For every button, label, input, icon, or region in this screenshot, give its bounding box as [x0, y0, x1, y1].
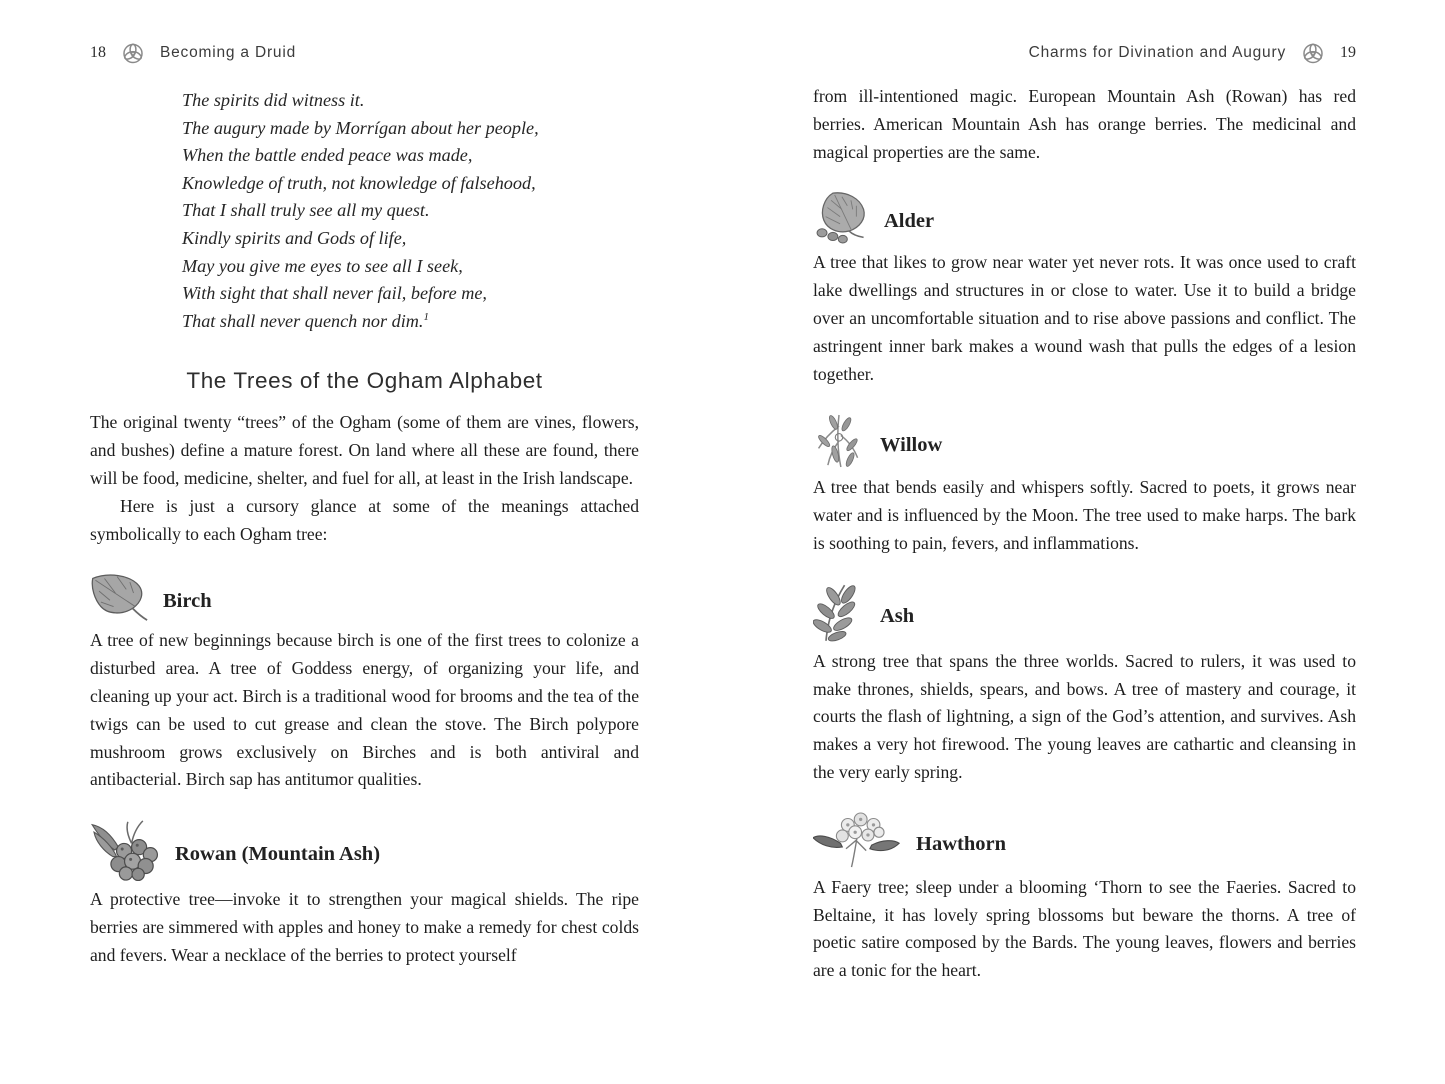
- right-running-head: [813, 40, 1356, 66]
- tree-entry-willow: [813, 413, 1356, 557]
- tree-description: A tree that bends easily and whispers softly. Sacred to poets, it grows near water and is influenced by the Moon. The tree used to make harps. The bark is soothing to pain, fevers, and inflammations.: [813, 477, 1356, 553]
- poem-block: [182, 87, 639, 335]
- willow-branch-icon: [813, 413, 865, 469]
- section-heading: The Trees of the Ogham Alphabet: [186, 368, 543, 394]
- tree-entry-birch: [90, 573, 639, 794]
- poem-line: When the battle ended peace was made,: [182, 145, 473, 166]
- tree-title: Birch: [163, 590, 212, 613]
- triquetra-icon: [121, 41, 145, 65]
- tree-title: Rowan (Mountain Ash): [175, 842, 381, 865]
- right-running-head-title: Charms for Divination and Augury: [1028, 44, 1286, 61]
- tree-description: A tree that likes to grow near water yet never rots. It was once used to craft lake dwellings and structures in or close to water. Use it to build a bridge over an uncomfortable situation and to rise above passions and conflict. The astringent inner bark makes a wound wash that pulls the edges of a lesion together.: [813, 252, 1356, 384]
- poem-line: The augury made by Morrígan about her people,: [182, 117, 539, 138]
- tree-entry-rowan: [90, 819, 639, 969]
- tree-title: Willow: [880, 433, 943, 456]
- alder-leaf-icon: [813, 191, 869, 244]
- tree-description: A strong tree that spans the three worlds. Sacred to rulers, it was used to make thrones, shields, spears, and bows. A tree of mastery and courage, it courts the flash of lightning, a sign of the God’s attention, and survives. Ash makes a very hot firewood. The young leaves are cathartic and cleansing in the very early spring.: [813, 650, 1356, 782]
- triquetra-icon: [1301, 41, 1325, 65]
- right-page-number: 19: [1340, 44, 1356, 61]
- tree-entry-alder: [813, 191, 1356, 388]
- tree-title: Hawthorn: [916, 832, 1006, 855]
- poem-line: The spirits did witness it.: [182, 90, 365, 110]
- poem-line: Knowledge of truth, not knowledge of falsehood,: [182, 172, 536, 193]
- tree-entry-hawthorn: [813, 812, 1356, 985]
- right-page: [813, 40, 1356, 985]
- footnote-marker: 1: [423, 310, 429, 323]
- poem-line: With sight that shall never fail, before me,: [182, 283, 487, 304]
- hawthorn-blossom-icon: [813, 812, 901, 869]
- left-page-number: 18: [90, 44, 106, 61]
- ash-leaflets-icon: [813, 583, 865, 643]
- tree-description: A tree of new beginnings because birch is one of the first trees to colonize a disturbed area. A tree of Goddess energy, of organizing your life, and cleaning up your act. Birch is a traditional wood for brooms and the tea of the twigs can be used to cut grease and clean the stove. The Birch polypore mushroom grows exclusively on Birches and is both antiviral and antibacterial. Birch sap has antitumor qualities.: [90, 630, 639, 790]
- rowan-berries-icon: [90, 819, 160, 881]
- left-running-head-title: Becoming a Druid: [160, 44, 296, 61]
- tree-description: A Faery tree; sleep under a blooming ‘Thorn to see the Faeries. Sacred to Beltaine, it has lovely spring blossoms but beware the thorns. A tree of poetic satire composed by the Bards. The young leaves, flowers and berries are a tonic for the heart.: [813, 876, 1356, 981]
- intro-paragraph: Here is just a cursory glance at some of the meanings attached symbolically to each Ogham tree:: [90, 495, 639, 544]
- intro-paragraph: The original twenty “trees” of the Ogham (some of them are vines, flowers, and bushes) define a mature forest. On land where all these are found, there will be food, medicine, shelter, and fuel for all, at least in the Irish landscape.: [90, 412, 639, 488]
- poem-line: Kindly spirits and Gods of life,: [182, 227, 407, 248]
- tree-title: Alder: [884, 210, 935, 233]
- tree-description: A protective tree—invoke it to strengthen your magical shields. The ripe berries are simmered with apples and honey to make a remedy for chest colds and fevers. Wear a necklace of the berries to protect yourself: [90, 889, 639, 965]
- tree-entry-ash: [813, 583, 1356, 787]
- poem-line-with-footnote: That shall never quench nor dim.$^1$: [182, 310, 429, 331]
- poem-line: That I shall truly see all my quest.: [182, 200, 430, 221]
- tree-title: Ash: [880, 605, 915, 628]
- birch-leaf-icon: [90, 573, 148, 622]
- poem-line: May you give me eyes to see all I seek,: [182, 255, 463, 276]
- left-page: [90, 40, 639, 970]
- left-running-head: [90, 40, 639, 66]
- continuation-paragraph: from ill-intentioned magic. European Mountain Ash (Rowan) has red berries. American Mountain Ash has orange berries. The medicinal and magical properties are the same.: [813, 86, 1356, 162]
